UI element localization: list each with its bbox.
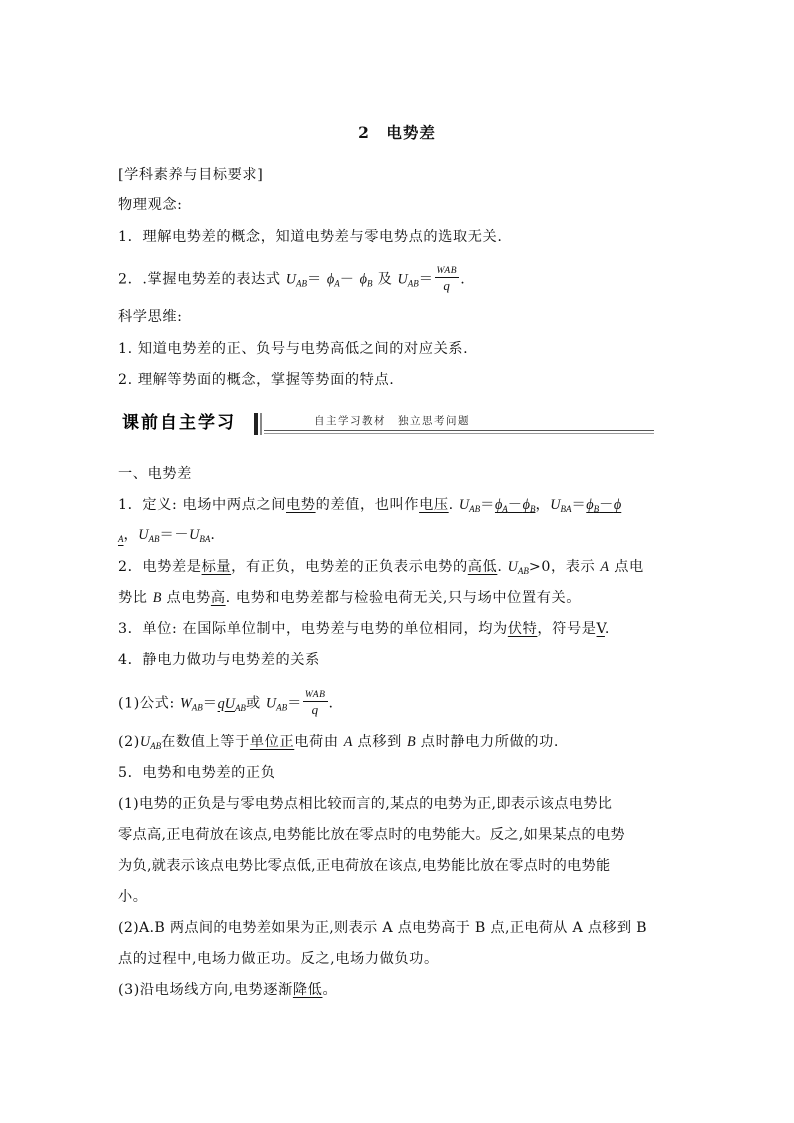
- section-heading: 一、电势差: [118, 466, 192, 482]
- item-5-2-line-2: 点的过程中,电场力做正功。反之,电场力做负功。: [118, 951, 439, 967]
- item-5-2-line-1: (2)A.B 两点间的电势差如果为正,则表示 A 点电势高于 B 点,正电荷从 A 点移到 B: [118, 920, 647, 936]
- item-4: 4．静电力做功与电势差的关系: [118, 652, 320, 668]
- item-5-1-line-2: 零点高,正电荷放在该点,电势能比放在零点时的电势能大。反之,如果某点的电势: [118, 827, 626, 843]
- physics-concept-1: 1．理解电势差的概念，知道电势差与零电势点的选取无关.: [118, 229, 503, 245]
- item-3: 3．单位: 在国际单位制中，电势差与电势的单位相同，均为伏特，符号是V.: [118, 621, 611, 637]
- item-2-line-2: 势比 B 点电势高. 电势和电势差都与检验电荷无关,只与场中位置有关。: [118, 590, 582, 606]
- item-5: 5．电势和电势差的正负: [118, 765, 276, 781]
- item-2-line-1: 2．电势差是标量，有正负，电势差的正负表示电势的高低. $U_{AB}>0$，表示 A 点电: [118, 559, 644, 576]
- fraction-w-over-q-2: $\frac{\text{WAB}}{q}$: [304, 690, 326, 717]
- banner-underline: [264, 433, 654, 434]
- section-banner: [118, 409, 654, 437]
- banner-divider: [254, 413, 258, 435]
- objectives-header: [学科素养与目标要求]: [118, 167, 264, 183]
- item-4-2: $(2)U_{AB}$在数值上等于单位正电荷由 A 点移到 B 点时静电力所做的功.: [118, 734, 559, 751]
- banner-title: 课前自主学习: [122, 413, 236, 433]
- sci-thinking-2: 2. 理解等势面的概念，掌握等势面的特点.: [118, 372, 395, 388]
- item-4-1: (1)公式: $W_{AB}=qU_{AB}$或 $U_{AB}=$ $\frac{\text{WAB}}{q}$ .: [118, 690, 334, 717]
- fraction-w-over-q: $\frac{\text{WAB}}{q}$: [436, 266, 458, 293]
- item-1-line-2: $_A$，$U_{AB}=-U_{BA}$.: [118, 527, 216, 544]
- item-5-3: (3)沿电场线方向,电势逐渐降低。: [118, 982, 338, 998]
- sci-thinking-1: 1. 知道电势差的正、负号与电势高低之间的对应关系.: [118, 341, 469, 357]
- item-1-line-1: 1．定义: 电场中两点之间电势的差值，也叫作电压. $U_{AB}=\phi_A-\phi_B$，$U_{BA}=\phi_B-\phi$: [118, 497, 622, 514]
- physics-concept-2: 2．.掌握电势差的表达式 $U_{AB}= \phi_A- \phi_B$ 及 $U_{AB}=$ $\frac{\text{WAB}}{q}$ .: [118, 266, 466, 293]
- banner-subtitle: 自主学习教材 独立思考问题: [314, 415, 470, 427]
- banner-divider-thin: [260, 413, 262, 435]
- item-5-1-line-4: 小。: [118, 889, 148, 905]
- page-title: 2 电势差: [358, 123, 436, 142]
- physics-concept-label: 物理观念:: [118, 197, 183, 213]
- sci-thinking-label: 科学思维:: [118, 309, 183, 325]
- item-5-1-line-1: (1)电势的正负是与零电势点相比较而言的,某点的电势为正,即表示该点电势比: [118, 796, 613, 812]
- item-5-1-line-3: 为负,就表示该点电势比零点低,正电荷放在该点,电势能比放在零点时的电势能: [118, 858, 611, 874]
